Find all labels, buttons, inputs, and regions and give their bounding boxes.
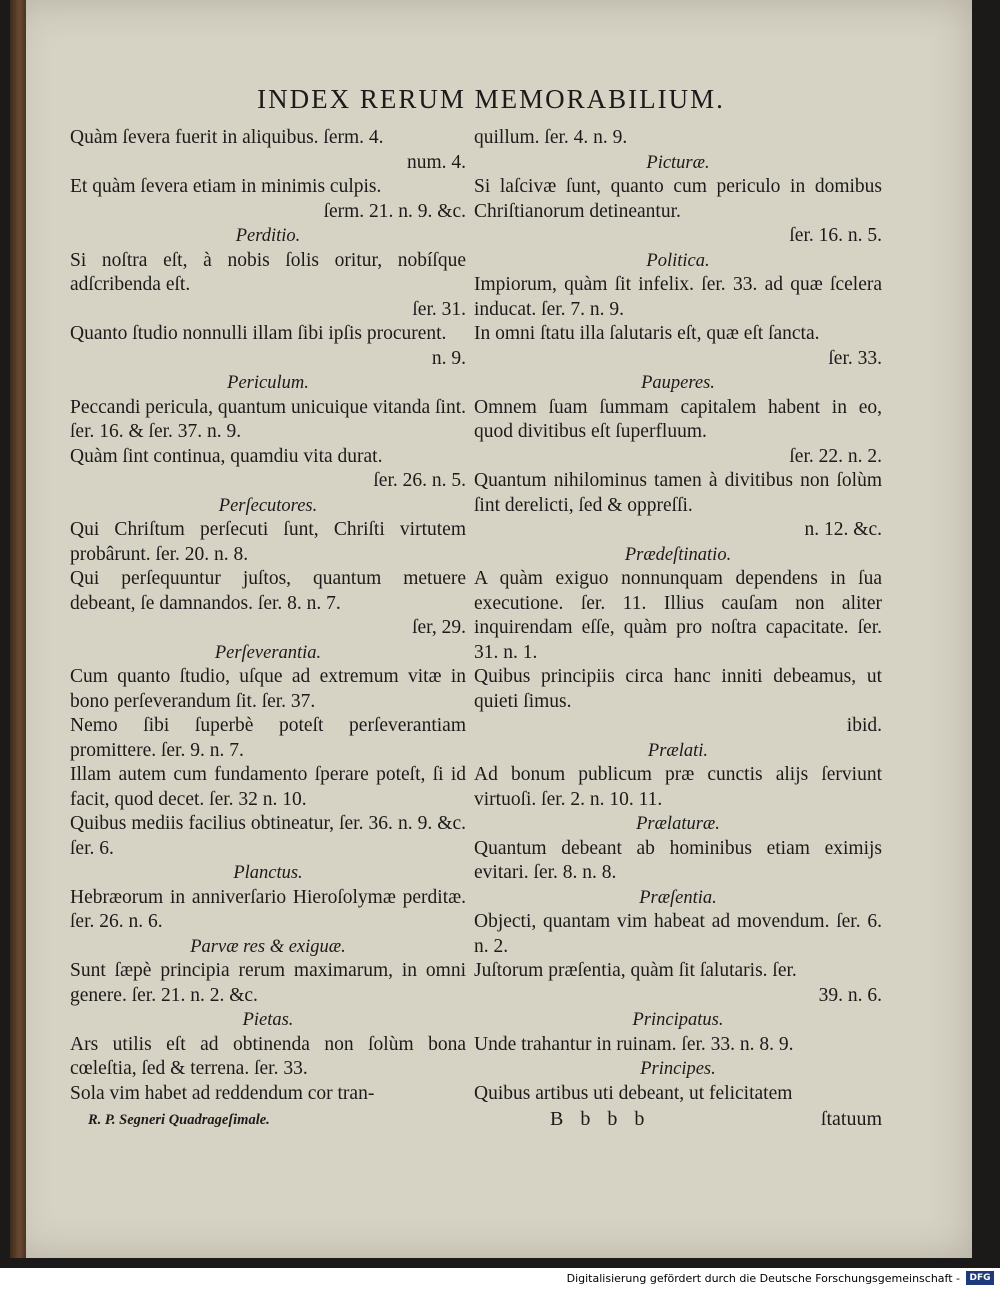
entry-text: Quanto ſtudio nonnulli illam ſibi ipſis procurent. [70, 323, 447, 344]
entry-reference: ſer. 26. n. 5. [373, 470, 466, 491]
index-entry [70, 567, 466, 641]
entry-text: Peccandi pericula, quantum unicuique vitanda ſint. ſer. 16. & ſer. 37. n. 9. [70, 396, 466, 442]
page-footer [70, 1108, 882, 1140]
index-heading: Picturæ. [646, 152, 710, 173]
index-heading: Perditio. [235, 226, 301, 246]
index-entry [70, 1033, 466, 1082]
index-entry [70, 714, 466, 763]
index-entry [474, 763, 882, 812]
entry-reference: ſer, 29. [412, 617, 466, 638]
entry-text: Nemo ſibi ſuperbè poteſt perſeverantiam promittere. ſer. 9. n. 7. [70, 715, 466, 761]
entry-text: Juſtorum præſentia, quàm ſit ſalutaris. ſer. [474, 960, 797, 981]
index-heading: Planctus. [233, 863, 303, 883]
footer-note: R. P. Segneri Quadrageſimale. [88, 1112, 270, 1128]
entry-reference: num. 4. [406, 151, 466, 173]
entry-text: Illam autem cum fundamento ſperare poteſt, ſi id facit, quod decet. ſer. 32 n. 10. [70, 764, 466, 810]
entry-text: In omni ſtatu illa ſalutaris eſt, quæ eſt ſancta. [474, 323, 820, 344]
book-page [10, 0, 972, 1258]
entry-text: Quantum debeant ab hominibus etiam eximijs evitari. ſer. 8. n. 8. [474, 837, 882, 883]
entry-reference: n. 9. [431, 347, 466, 369]
index-entry [474, 322, 882, 371]
entry-text: Hebræorum in anniverſario Hieroſolymæ perditæ. ſer. 26. n. 6. [70, 886, 466, 932]
entry-text: Si noſtra eſt, à nobis ſolis oritur, nobíſque adſcribenda eſt. [70, 249, 466, 295]
entry-text: Sunt ſæpè principia rerum maximarum, in omni genere. ſer. 21. n. 2. &c. [70, 960, 466, 1006]
index-entry [474, 1082, 882, 1107]
index-heading: Præſentia. [639, 887, 717, 908]
index-entry [70, 396, 466, 445]
index-heading: Principes. [640, 1059, 716, 1079]
index-entry [70, 763, 466, 812]
entry-reference: ſer. 33. [828, 347, 882, 369]
entry-text: Ars utilis eſt ad obtinenda non ſolùm bona cœleſtia, ſed & terrena. ſer. 33. [70, 1033, 466, 1079]
index-entry [474, 396, 882, 470]
entry-text: Qui Chriſtum perſecuti ſunt, Chriſti virtutem probârunt. ſer. 20. n. 8. [70, 519, 466, 565]
entry-text: Sola vim habet ad reddendum cor tran- [70, 1082, 375, 1104]
index-entry [474, 959, 882, 1008]
entry-reference: ſer. 22. n. 2. [789, 445, 882, 467]
banner-text: Digitalisierung gefördert durch die Deutsche Forschungsgemeinschaft - [566, 1272, 960, 1285]
entry-text: Cum quanto ſtudio, uſque ad extremum vitæ in bono perſeverandum ſit. ſer. 37. [70, 666, 466, 712]
index-entry [70, 518, 466, 567]
index-entry [70, 959, 466, 1008]
index-heading: Parvæ res & exiguæ. [190, 936, 346, 957]
entry-reference: ſerm. 21. n. 9. &c. [323, 200, 466, 222]
index-entry [474, 567, 882, 665]
index-entry [70, 126, 466, 175]
index-heading: Prælati. [647, 740, 709, 761]
index-entry [474, 910, 882, 959]
book-spine [10, 0, 26, 1258]
index-entry [70, 175, 466, 224]
entry-text: Ad bonum publicum præ cunctis alijs ſerviunt virtuoſi. ſer. 2. n. 10. 11. [474, 764, 882, 810]
entry-text: Quibus principiis circa hanc inniti debeamus, ut quieti ſimus. [474, 666, 882, 712]
entry-reference: ibid. [846, 715, 882, 736]
entry-text: Si laſcivæ ſunt, quanto cum periculo in domibus Chriſtianorum detineantur. [474, 176, 882, 222]
entry-text: Quàm ſint continua, quamdiu vita durat. [70, 445, 383, 467]
index-heading: Prædeſtinatio. [624, 544, 732, 565]
index-column-right [474, 126, 882, 1106]
index-entry [70, 1082, 466, 1107]
index-entry [70, 886, 466, 935]
index-entry [70, 249, 466, 323]
index-entry [474, 126, 882, 151]
index-entry [474, 665, 882, 739]
index-heading: Principatus. [632, 1010, 724, 1030]
entry-text: Quàm ſevera fuerit in aliquibus. ſerm. 4. [70, 127, 384, 148]
signature-mark: B b b b [550, 1108, 651, 1130]
index-entry [70, 445, 466, 494]
entry-text: Et quàm ſevera etiam in minimis culpis. [70, 176, 382, 197]
index-heading: Periculum. [227, 373, 309, 393]
index-heading: Pietas. [242, 1010, 294, 1030]
index-entry [70, 812, 466, 861]
index-column-left [70, 126, 466, 1106]
catchword: ſtatuum [820, 1108, 882, 1130]
entry-text: Quibus mediis facilius obtineatur, ſer. 36. n. 9. &c. ſer. 6. [70, 813, 466, 859]
index-entry [70, 665, 466, 714]
index-heading: Pauperes. [641, 373, 715, 393]
index-entry [474, 837, 882, 886]
index-entry [474, 175, 882, 249]
index-entry [474, 273, 882, 322]
index-entry [70, 322, 466, 371]
entry-text: Qui perſequuntur juſtos, quantum metuere debeant, ſe damnandos. ſer. 8. n. 7. [70, 568, 466, 614]
entry-reference: 39. n. 6. [818, 984, 882, 1006]
index-heading: Politica. [646, 250, 710, 271]
index-entry [474, 469, 882, 543]
entry-text: Objecti, quantam vim habeat ad movendum. ſer. 6. n. 2. [474, 911, 882, 957]
entry-text: Impiorum, quàm ſit infelix. ſer. 33. ad quæ ſcelera inducat. ſer. 7. n. 9. [474, 274, 882, 320]
index-entry [474, 1033, 882, 1058]
entry-text: Omnem ſuam ſummam capitalem habent in eo, quod divitibus eſt ſuperfluum. [474, 396, 882, 442]
entry-text: Quibus artibus uti debeant, ut felicitatem [474, 1082, 793, 1104]
entry-text: A quàm exiguo nonnunquam dependens in ſua executione. ſer. 11. Illius cauſam non aliter inquirendam eſſe, quàm pro noſtra capacitate. ſer. 31. n. 1. [474, 568, 882, 663]
index-heading: Perſecutores. [218, 495, 318, 516]
entry-reference: ſer. 16. n. 5. [789, 225, 882, 246]
entry-text: quillum. ſer. 4. n. 9. [474, 127, 628, 148]
index-heading: Perſeverantia. [214, 642, 322, 663]
digitization-banner [0, 1268, 1000, 1289]
dfg-logo-icon: DFG [966, 1271, 994, 1285]
entry-reference: ſer. 31. [412, 298, 466, 320]
entry-text: Unde trahantur in ruinam. ſer. 33. n. 8. 9. [474, 1033, 794, 1055]
running-head: INDEX RERUM MEMORABILIUM. [257, 84, 725, 114]
entry-reference: n. 12. &c. [804, 519, 882, 540]
index-heading: Prælaturæ. [636, 814, 720, 834]
entry-text: Quantum nihilominus tamen à divitibus non ſolùm ſint derelicti, ſed & oppreſſi. [474, 470, 882, 516]
